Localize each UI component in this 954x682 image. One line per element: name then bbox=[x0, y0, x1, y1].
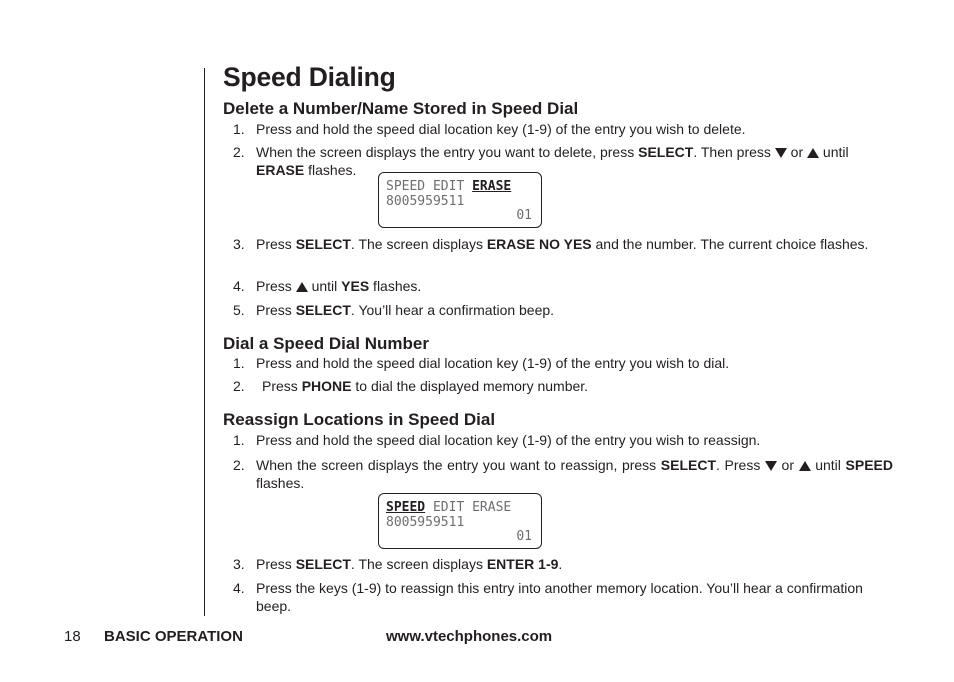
lcd-word-speed: SPEED bbox=[386, 179, 426, 194]
step-number: 2. bbox=[233, 457, 245, 473]
up-arrow-icon bbox=[296, 282, 308, 292]
lcd-word-erase: ERASE bbox=[472, 179, 512, 194]
delete-step-1 bbox=[233, 120, 893, 138]
lcd-word-edit: EDIT bbox=[432, 179, 465, 194]
step-text: Press and hold the speed dial location key (1-9) of the entry you wish to delete. bbox=[256, 121, 746, 137]
delete-step-3: 3. Press SELECT. The screen displays ERASE NO YES and the number. The current choice flashes. bbox=[233, 236, 869, 252]
footer-url[interactable]: www.vtechphones.com bbox=[386, 628, 553, 645]
dial-step-1 bbox=[233, 354, 893, 372]
up-arrow-icon bbox=[799, 461, 811, 471]
lcd-screen-speed bbox=[378, 493, 542, 549]
down-arrow-icon bbox=[765, 461, 777, 471]
down-arrow-icon bbox=[775, 148, 787, 158]
step-number: 5. bbox=[233, 302, 245, 318]
lcd-word-erase: ERASE bbox=[472, 500, 512, 515]
step-number: 2. bbox=[233, 144, 245, 160]
reassign-step-2: 2. When the screen displays the entry you want to reassign, press SELECT. Press or until SPEED flashes. bbox=[233, 457, 893, 491]
step-text: Press and hold the speed dial location key (1-9) of the entry you wish to reassign. bbox=[256, 432, 761, 448]
step-number: 1. bbox=[233, 432, 245, 448]
delete-step-2: 2. When the screen displays the entry you want to delete, press SELECT. Then press or until ERASE flashes. bbox=[233, 144, 849, 178]
step-number: 4. bbox=[233, 278, 245, 294]
delete-step-4: 4. Press until YES flashes. bbox=[233, 278, 422, 294]
lcd-number: 8005959511 bbox=[386, 515, 465, 530]
page-number: 18 bbox=[64, 628, 81, 645]
lcd-word-edit: EDIT bbox=[432, 500, 465, 515]
lcd-location: 01 bbox=[516, 208, 532, 223]
step-number: 3. bbox=[233, 236, 245, 252]
footer-section: BASIC OPERATION bbox=[104, 628, 243, 645]
delete-heading: Delete a Number/Name Stored in Speed Dial bbox=[223, 99, 579, 118]
reassign-heading: Reassign Locations in Speed Dial bbox=[223, 410, 496, 429]
lcd-number: 8005959511 bbox=[386, 194, 465, 209]
delete-step-5: 5. Press SELECT. You’ll hear a confirmation beep. bbox=[233, 302, 555, 318]
step-number: 4. bbox=[233, 580, 245, 596]
dial-heading: Dial a Speed Dial Number bbox=[223, 334, 429, 353]
lcd-screen-erase bbox=[378, 172, 542, 228]
step-text: Press and hold the speed dial location key (1-9) of the entry you wish to dial. bbox=[256, 355, 730, 371]
step-number: 2. bbox=[233, 378, 245, 394]
step-number: 1. bbox=[233, 121, 245, 137]
margin-rule bbox=[204, 68, 205, 616]
dial-step-2: 2. Press PHONE to dial the displayed memory number. bbox=[233, 378, 589, 394]
page-title: Speed Dialing bbox=[223, 62, 396, 92]
step-number: 3. bbox=[233, 556, 245, 572]
reassign-step-3: 3. Press SELECT. The screen displays ENTER 1-9. bbox=[233, 556, 563, 572]
reassign-step-1 bbox=[233, 431, 893, 449]
reassign-step-4 bbox=[233, 579, 893, 615]
lcd-location: 01 bbox=[516, 529, 532, 544]
up-arrow-icon bbox=[807, 148, 819, 158]
step-text: Press the keys (1-9) to reassign this entry into another memory location. You’ll hear a confirmation beep. bbox=[256, 580, 863, 614]
step-number: 1. bbox=[233, 355, 245, 371]
lcd-word-speed: SPEED bbox=[386, 500, 426, 515]
